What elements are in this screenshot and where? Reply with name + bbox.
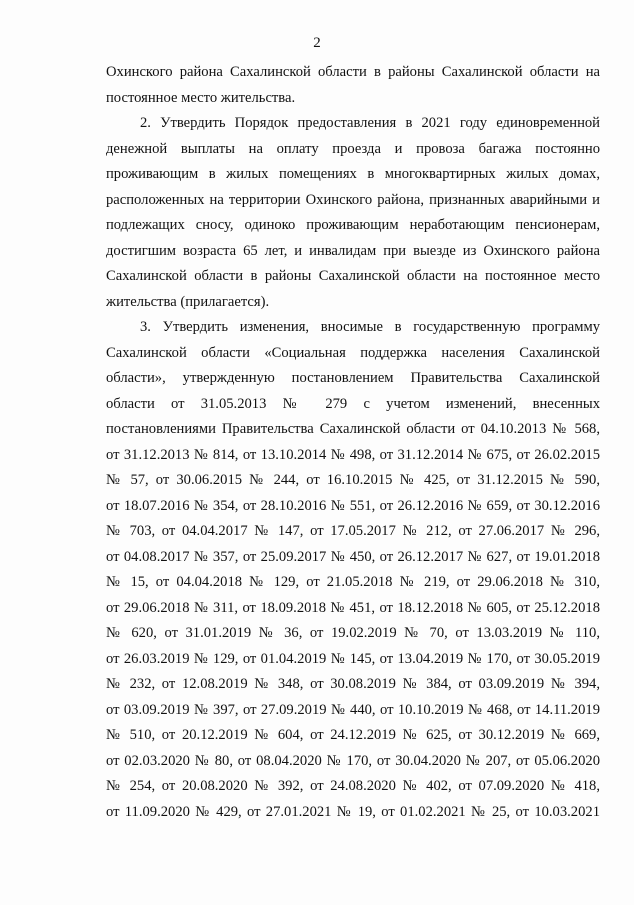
text-line: постоянное место жительства. xyxy=(106,89,296,106)
document-body xyxy=(106,60,600,825)
text-line: № 232, от 12.08.2019 № 348, от 30.08.2019 № 384, от 03.09.2019 № 394, xyxy=(106,676,600,692)
paragraph-2 xyxy=(106,111,600,315)
text-line: от 11.09.2020 № 429, от 27.01.2021 № 19, от 01.02.2021 № 25, от 10.03.2021 xyxy=(106,803,600,820)
text-line: жительства (прилагается). xyxy=(106,293,270,310)
text-line: № 510, от 20.12.2019 № 604, от 24.12.2019 № 625, от 30.12.2019 № 669, xyxy=(106,727,600,743)
text-line: № 254, от 20.08.2020 № 392, от 24.08.2020 № 402, от 07.09.2020 № 418, xyxy=(106,778,600,794)
text-line: области», утвержденную постановлением Правительства Сахалинской xyxy=(106,370,600,386)
text-line: от 04.08.2017 № 357, от 25.09.2017 № 450, от 26.12.2017 № 627, от 19.01.2018 xyxy=(106,548,600,565)
text-line: Сахалинской области «Социальная поддержка населения Сахалинской xyxy=(106,344,600,361)
text-line: № 620, от 31.01.2019 № 36, от 19.02.2019 № 70, от 13.03.2019 № 110, xyxy=(106,625,600,641)
text-line: № 15, от 04.04.2018 № 129, от 21.05.2018 № 219, от 29.06.2018 № 310, xyxy=(106,574,600,590)
text-line: Сахалинской области в районы Сахалинской области на постоянное место xyxy=(106,268,600,284)
paragraph-1 xyxy=(106,60,600,111)
text-line: 3. Утвердить изменения, вносимые в государственную программу xyxy=(140,319,600,335)
text-line: области от 31.05.2013 № 279 с учетом изменений, внесенных xyxy=(106,395,600,412)
text-line: постановлениями Правительства Сахалинской области от 04.10.2013 № 568, xyxy=(106,421,600,437)
text-line: проживающим в жилых помещениях в многоквартирных жилых домах, xyxy=(106,166,600,182)
text-line: расположенных на территории Охинского района, признанных аварийными и xyxy=(106,191,600,208)
text-line: подлежащих сносу, одиноко проживающим неработающим пенсионерам, xyxy=(106,217,600,233)
text-line: от 18.07.2016 № 354, от 28.10.2016 № 551, от 26.12.2016 № 659, от 30.12.2016 xyxy=(106,497,600,514)
text-line: от 02.03.2020 № 80, от 08.04.2020 № 170, от 30.04.2020 № 207, от 05.06.2020 xyxy=(106,752,600,769)
text-line: Охинского района Сахалинской области в районы Сахалинской области на xyxy=(106,64,600,80)
text-line: от 31.12.2013 № 814, от 13.10.2014 № 498, от 31.12.2014 № 675, от 26.02.2015 xyxy=(106,446,600,463)
text-line: от 29.06.2018 № 311, от 18.09.2018 № 451, от 18.12.2018 № 605, от 25.12.2018 xyxy=(106,599,600,616)
text-line: № 57, от 30.06.2015 № 244, от 16.10.2015 № 425, от 31.12.2015 № 590, xyxy=(106,472,600,488)
text-line: от 26.03.2019 № 129, от 01.04.2019 № 145, от 13.04.2019 № 170, от 30.05.2019 xyxy=(106,650,600,667)
paragraph-3 xyxy=(106,315,600,825)
text-line: достигшим возраста 65 лет, и инвалидам при выезде из Охинского района xyxy=(106,242,600,259)
text-line: от 03.09.2019 № 397, от 27.09.2019 № 440, от 10.10.2019 № 468, от 14.11.2019 xyxy=(106,701,600,718)
text-line: 2. Утвердить Порядок предоставления в 2021 году единовременной xyxy=(140,115,600,131)
text-line: денежной выплаты на оплату проезда и провоза багажа постоянно xyxy=(106,140,600,157)
text-line: № 703, от 04.04.2017 № 147, от 17.05.2017 № 212, от 27.06.2017 № 296, xyxy=(106,523,600,539)
page-number: 2 xyxy=(313,35,321,51)
